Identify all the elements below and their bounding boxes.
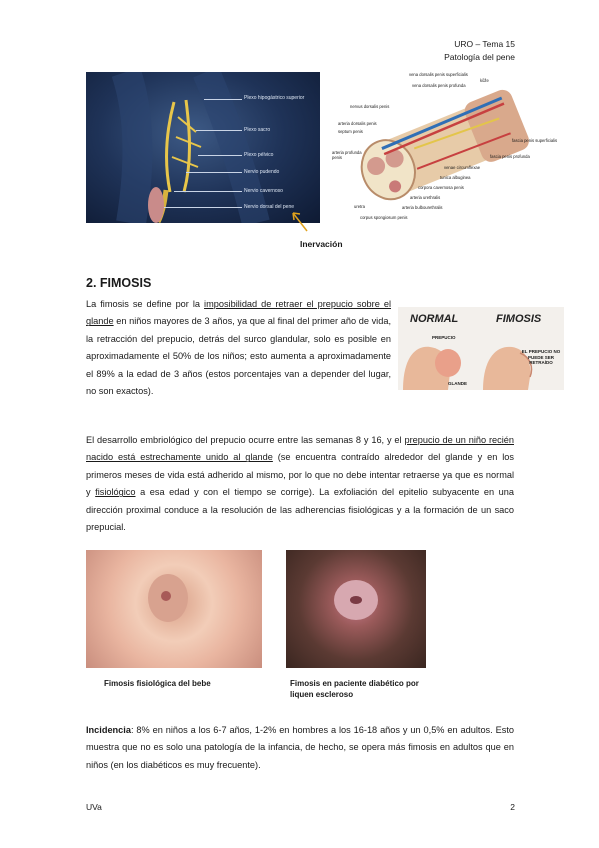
innervation-label-1: Plexo hipogástrico superior [244, 95, 305, 101]
nf-label-no-retraible: EL PREPUCIO NO PUEDE SER RETRAÍDO [521, 349, 561, 365]
nf-label-prepucio: PREPUCIO [432, 335, 456, 340]
anatomy-label-1: vena dorsalis penis superficialis [409, 72, 468, 77]
anatomy-label-6: septum penis [338, 129, 363, 134]
section-title: 2. FIMOSIS [86, 276, 152, 290]
anatomy-label-4: nervus dorsalis penis [350, 104, 390, 109]
anatomy-label-16: corpus spongiosum penis [360, 215, 408, 220]
paragraph-definition: La fimosis se define por la imposibilidad de retraer el prepucio sobre el glande en niños mayores de 3 años, ya que al final del primer año de vida, la retracción del prepucio, detrás del surco glandular, solo es posible en aproximadamente el 50% de los niños; esto aumenta a aproximadamente el 89% a la edad de 3 años (estos porcentajes van a depender del lugar, no son exactos). [86, 299, 391, 397]
innervation-figure [86, 72, 320, 223]
innervation-caption: Inervación [300, 239, 343, 249]
nf-title-fimosis: FIMOSIS [496, 313, 542, 325]
anatomy-label-7: arteria profunda penis [332, 150, 362, 160]
photo-infant-phimosis [86, 550, 262, 668]
caption-photo-2: Fimosis en paciente diabético por liquen escleroso [290, 679, 419, 699]
anatomy-label-2: vena dorsalis penis profunda [412, 83, 466, 88]
innervation-label-5: Nervio cavernoso [244, 188, 283, 194]
normal-vs-fimosis-figure [398, 307, 564, 390]
innervation-label-4: Nervio pudendo [244, 169, 280, 175]
nf-title-normal: NORMAL [410, 313, 459, 325]
anatomy-label-11: venae circumflexae [444, 165, 481, 170]
innervation-label-6: Nervio dorsal del pene [244, 204, 295, 210]
header-topic: Patología del pene [444, 52, 515, 62]
anatomy-label-14: arteria urethralis [410, 195, 441, 200]
caption-photo-1: Fimosis fisiológica del bebe [104, 679, 211, 688]
anatomy-label-13: corpora cavernosa penis [418, 185, 464, 190]
paragraph-embryology: El desarrollo embriológico del prepucio ocurre entre las semanas 8 y 16, y el prepucio de un niño recién nacido está estrechamente unido al glande (se encuentra contraído alrededor del glande y en los primeros meses de vida está adherido al mismo, por lo que no debe intentar retraerse ya que es normal y fisiológico a esa edad y con el tiempo se corrige). La exfoliación del epitelio subyacente en una dirección proximal conduce a la resolución de las adherencias fisiológicas y a la formación de un saco prepucial. [86, 435, 515, 533]
anatomy-label-12: tunica albuginea [440, 175, 471, 180]
anatomy-label-9: fascia penis superficialis [512, 138, 558, 143]
anatomy-label-15: arteria bulbourethralis [402, 205, 443, 210]
innervation-label-2: Plexo sacro [244, 127, 271, 133]
paragraph-incidence: Incidencia: 8% en niños a los 6-7 años, 1-2% en hombres a los 16-18 años y un 0,5% en adultos. Esto muestra que no es solo una patología de la infancia, de hecho, se opera más fimosis en adultos que en niños (en los diabéticos es muy frecuente). [86, 725, 514, 770]
innervation-label-3: Plexo pélvico [244, 152, 274, 158]
header-course: URO – Tema 15 [454, 39, 515, 49]
nf-label-glande: GLANDE [448, 381, 467, 386]
footer-left: UVa [86, 802, 102, 812]
penis-cross-section-figure [330, 68, 558, 226]
photo-diabetic-phimosis [286, 550, 426, 668]
arrow-icon [285, 205, 315, 235]
page-number: 2 [510, 802, 515, 812]
anatomy-label-3: kůže [480, 78, 489, 83]
anatomy-label-8: uretra [354, 204, 365, 209]
anatomy-label-5: arteria dorsalis penis [338, 121, 377, 126]
anatomy-label-10: fascia penis profunda [490, 154, 530, 159]
